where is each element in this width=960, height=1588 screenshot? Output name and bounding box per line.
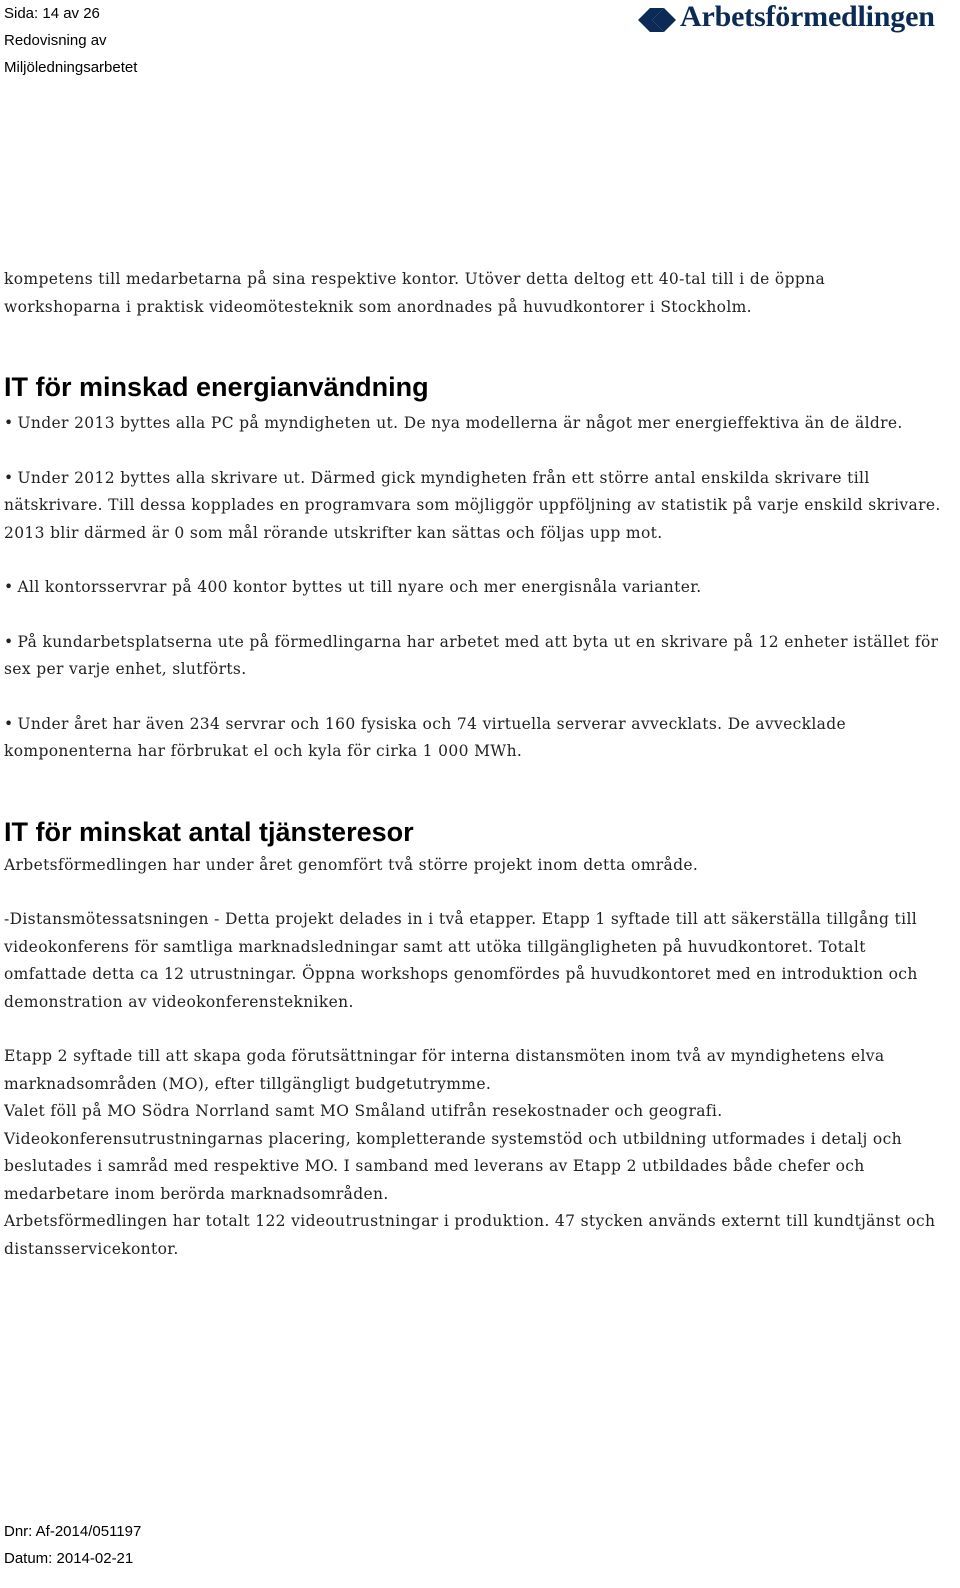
diary-number: Dnr: Af-2014/051197: [4, 1523, 142, 1540]
bullet-item: [4, 629, 944, 684]
bullet-text: All kontorsservrar på 400 kontor byttes ut till nyare och mer energisnåla varianter.: [17, 578, 702, 596]
travel-paragraph: Arbetsförmedlingen har under året genomfört två större projekt inom detta område.: [4, 855, 699, 874]
header-meta: [4, 0, 137, 81]
bullet-item: [4, 574, 944, 602]
page-number: Sida: 14 av 26: [4, 5, 100, 22]
logo-mark-icon: [636, 4, 678, 36]
document-date: Datum: 2014-02-21: [4, 1550, 134, 1567]
logo-wordmark: Arbetsförmedlingen: [680, 0, 935, 33]
bullet-item: [4, 465, 944, 548]
arbetsformedlingen-logo: [636, 2, 954, 42]
section-heading-energy: IT för minskad energianvändning: [4, 372, 429, 402]
bullet-text: Under 2012 byttes alla skrivare ut. Därmed gick myndigheten från ett större antal enskilda skrivare till nätskrivare. Till dessa kopplades en programvara som möjliggör uppföljning av statistik på varje enskild skrivare. 2013 blir därmed är 0 som mål rörande utskrifter kan sättas och följas upp mot.: [4, 468, 941, 542]
footer: [4, 1518, 141, 1572]
travel-paragraph: -Distansmötessatsningen - Detta projekt delades in i två etapper. Etapp 1 syftade till att säkerställa tillgång till videokonferens för samtliga marknadsledningar samt att utöka tillgängligheten på huvudkontoret. Totalt omfattade detta ca 12 utrustningar. Öppna workshops genomfördes på huvudkontoret med en introduktion och demonstration av videokonferenstekniken.: [4, 910, 918, 1011]
bullet-text: På kundarbetsplatserna ute på förmedlingarna har arbetet med att byta ut en skrivare på 12 enheter istället för sex per varje enhet, slutförts.: [4, 632, 939, 678]
document-title-line1: Redovisning av: [4, 32, 107, 49]
bullet-icon: •: [4, 578, 14, 596]
travel-paragraph: Etapp 2 syftade till att skapa goda förutsättningar för interna distansmöten inom två av myndighetens elva marknadsområden (MO), efter tillgängligt budgetutrymme. Valet föll på MO Södra Norrland samt MO Småland utifrån resekostnader och geografi. Videokonferensutrustningarnas placering, kompletterande systemstöd och utbildning utformades i detalj och beslutades i samråd med respektive MO. I samband med leverans av Etapp 2 utbildades både chefer och medarbetare inom berörda marknadsområden. Arbetsförmedlingen har totalt 122 videoutrustningar i produktion. 47 stycken används externt till kundtjänst och distansservicekontor.: [4, 1047, 936, 1258]
section-heading-travel: IT för minskat antal tjänsteresor: [4, 816, 414, 847]
bullet-item: [4, 410, 944, 438]
bullet-icon: •: [4, 714, 14, 733]
intro-paragraph: kompetens till medarbetarna på sina respektive kontor. Utöver detta deltog ett 40-tal till i de öppna workshoparna i praktisk videomötesteknik som anordnades på huvudkontorer i Stockholm.: [4, 270, 826, 316]
bullet-icon: •: [4, 414, 14, 432]
document-title-line2: Miljöledningsarbetet: [4, 59, 138, 76]
bullet-text: Under 2013 byttes alla PC på myndigheten ut. De nya modellerna är något mer energieffektiva än de äldre.: [17, 414, 903, 432]
bullet-text: Under året har även 234 servrar och 160 fysiska och 74 virtuella serverar avvecklats. De avvecklade komponenterna har förbrukat el och kyla för cirka 1 000 MWh.: [4, 714, 847, 760]
bullet-icon: •: [4, 468, 14, 487]
bullet-item: [4, 711, 944, 766]
document-body: [4, 266, 944, 1263]
bullet-icon: •: [4, 632, 14, 651]
